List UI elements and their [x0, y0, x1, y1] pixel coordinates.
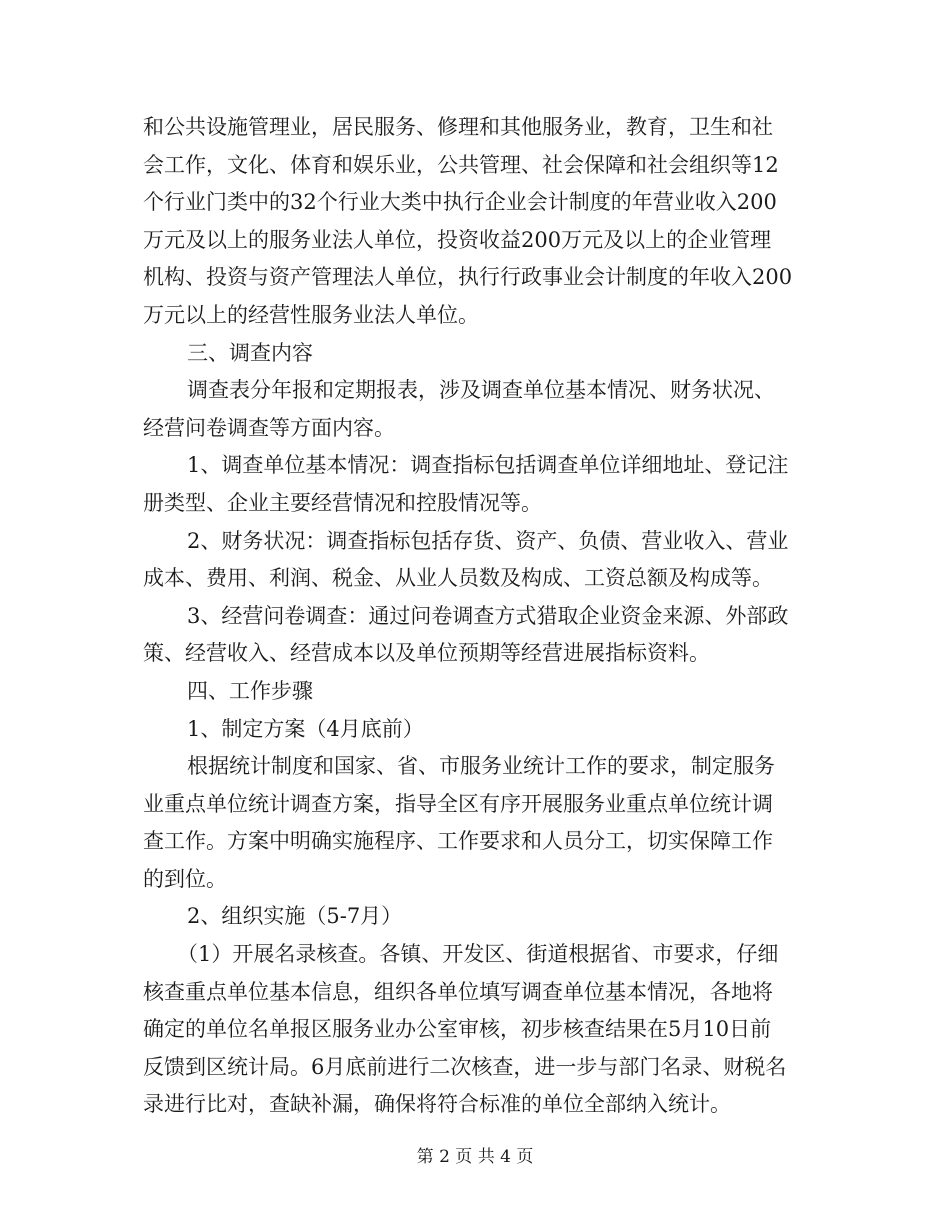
subsection-heading: 1、制定方案（4月底前）	[187, 716, 424, 741]
text-line: 经营问卷调查等方面内容。	[143, 415, 395, 440]
text-line: 的到位。	[143, 866, 227, 891]
text-line: 根据统计制度和国家、省、市服务业统计工作的要求，制定服务	[187, 754, 775, 779]
text-line: 会工作，文化、体育和娱乐业，公共管理、社会保障和社会组织等12	[143, 152, 779, 177]
page-number-footer: 第 2 页 共 4 页	[416, 1147, 534, 1167]
text-line: （1）开展名录核查。各镇、开发区、街道根据省、市要求，仔细	[177, 942, 779, 967]
text-line: 册类型、企业主要经营情况和控股情况等。	[143, 490, 542, 515]
text-line: 万元以上的经营性服务业法人单位。	[143, 302, 479, 327]
section-heading: 三、调查内容	[187, 340, 313, 365]
text-line: 2、财务状况：调查指标包括存货、资产、负债、营业收入、营业	[187, 528, 789, 553]
text-line: 和公共设施管理业，居民服务、修理和其他服务业，教育，卫生和社	[143, 115, 773, 139]
text-line: 1、调查单位基本情况：调查指标包括调查单位详细地址、登记注	[187, 453, 789, 478]
text-line: 3、经营问卷调查：通过问卷调查方式猎取企业资金来源、外部政	[187, 603, 789, 628]
subsection-heading: 2、组织实施（5-7月）	[187, 904, 403, 929]
text-line: 录进行比对，查缺补漏，确保将符合标准的单位全部纳入统计。	[143, 1092, 731, 1117]
section-heading: 四、工作步骤	[187, 678, 313, 703]
text-line: 核查重点单位基本信息，组织各单位填写调查单位基本情况，各地将	[143, 979, 773, 1004]
text-line: 调查表分年报和定期报表，涉及调查单位基本情况、财务状况、	[187, 378, 775, 403]
text-line: 反馈到区统计局。6月底前进行二次核查，进一步与部门名录、财税名	[143, 1054, 787, 1079]
text-line: 机构、投资与资产管理法人单位，执行行政事业会计制度的年收入200	[143, 265, 793, 290]
text-line: 策、经营收入、经营成本以及单位预期等经营进展指标资料。	[143, 641, 710, 666]
text-line: 查工作。方案中明确实施程序、工作要求和人员分工，切实保障工作	[143, 829, 773, 854]
text-line: 万元及以上的服务业法人单位，投资收益200万元及以上的企业管理	[143, 227, 772, 252]
text-line: 业重点单位统计调查方案，指导全区有序开展服务业重点单位统计调	[143, 791, 773, 816]
text-line: 成本、费用、利润、税金、从业人员数及构成、工资总额及构成等。	[143, 566, 773, 591]
text-line: 个行业门类中的32个行业大类中执行企业会计制度的年营业收入200	[143, 190, 777, 215]
text-line: 确定的单位名单报区服务业办公室审核，初步核查结果在5月10日前	[143, 1017, 772, 1042]
document-body	[143, 109, 811, 1124]
